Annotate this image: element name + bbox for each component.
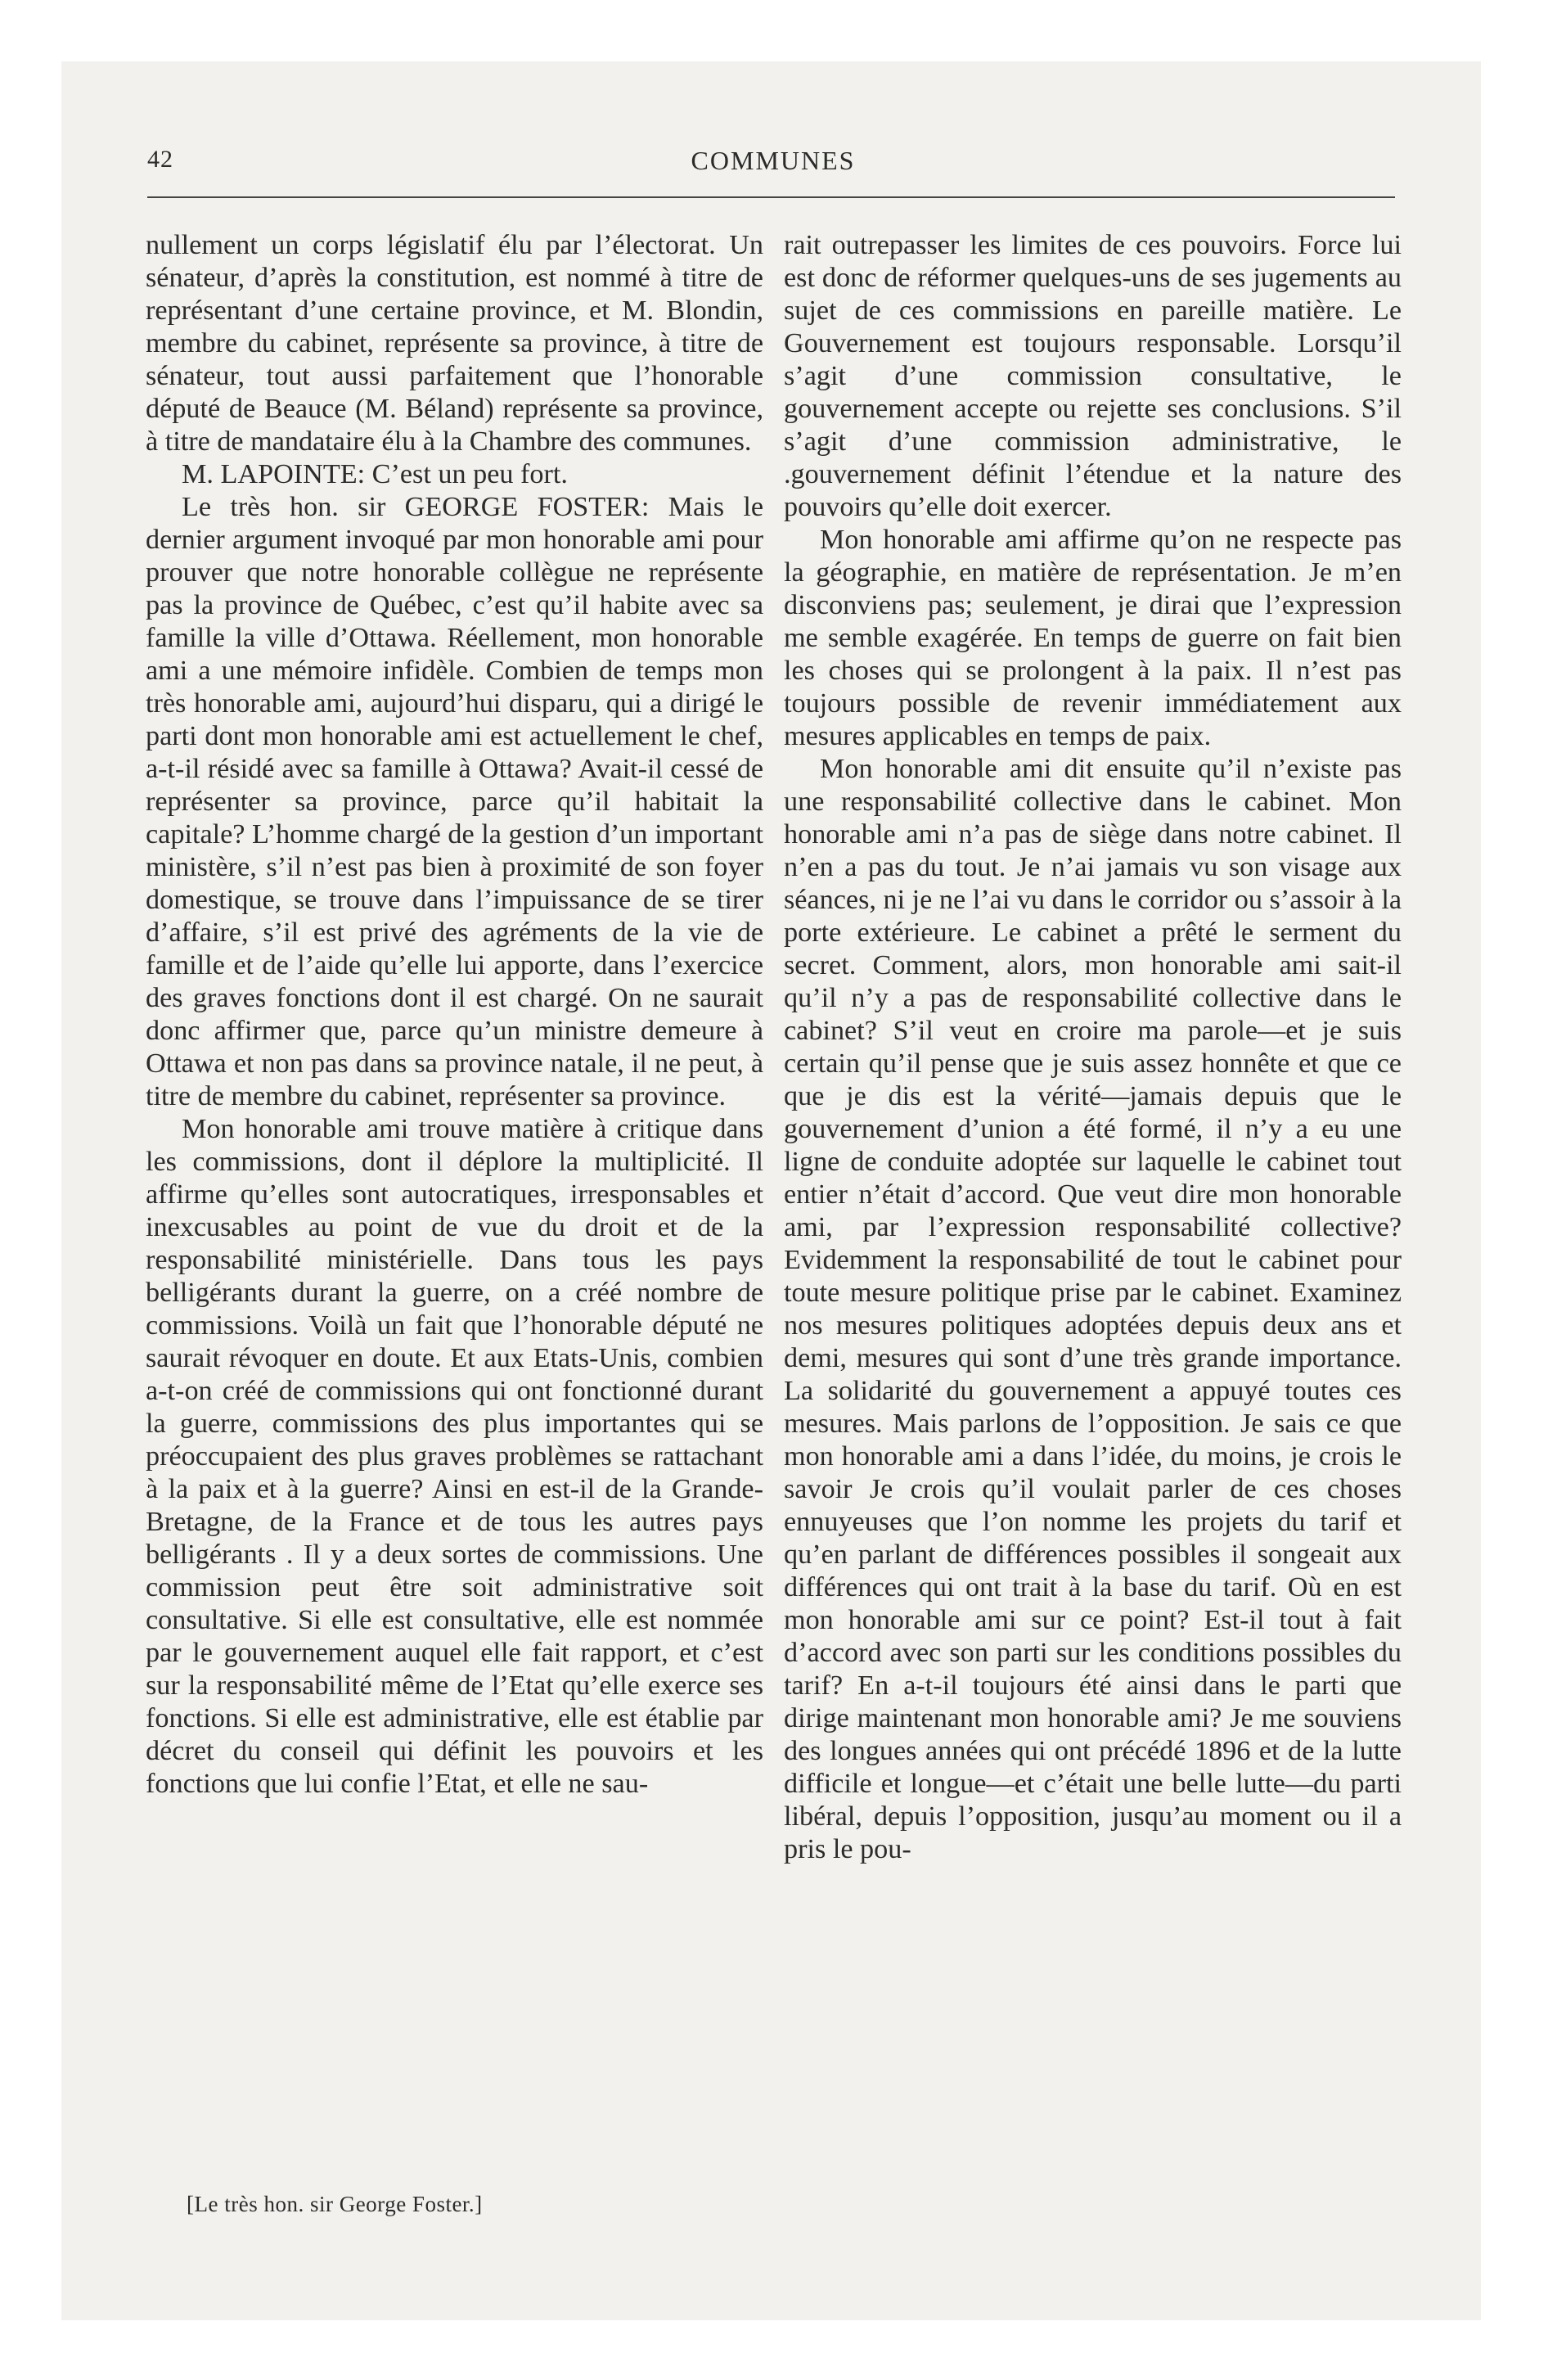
paragraph: nullement un corps législatif élu par l’électorat. Un sénateur, d’après la constitution, est nommé à titre de représentant d’une certaine province, et M. Blondin, membre du cabinet, représente sa province, à titre de sénateur, tout aussi parfaitement que l’honorable député de Beauce (M. Béland) représente sa province, à titre de mandataire élu à la Chambre des communes. [146, 230, 763, 457]
paragraph: Mon honorable ami affirme qu’on ne respecte pas la géographie, en matière de représentation. Je m’en disconviens pas; seulement, je dirai que l’expression me semble exagérée. En temps de guerre on fait bien les choses qui se prolongent à la paix. Il n’est pas toujours possible de revenir immédiatement aux mesures applicables en temps de paix. [784, 525, 1402, 751]
paragraph: rait outrepasser les limites de ces pouvoirs. Force lui est donc de réformer quelques-uns de ses jugements au sujet de ces commissions en pareille matière. Le Gouvernement est toujours responsable. Lorsqu’il s’agit d’une commission consultative, le gouvernement accepte ou rejette ses conclusions. S’il s’agit d’une commission administrative, le .gouvernement définit l’étendue et la nature des pouvoirs qu’elle doit exercer. [784, 230, 1402, 522]
paragraph: Mon honorable ami dit ensuite qu’il n’existe pas une responsabilité collective dans le cabinet. Mon honorable ami n’a pas de siège dans notre cabinet. Il n’en a pas du tout. Je n’ai jamais vu son visage aux séances, ni je ne l’ai vu dans le corridor ou s’assoir à la porte extérieure. Le cabinet a prêté le serment du secret. Comment, alors, mon honorable ami sait-il qu’il n’y a pas de responsabilité collective dans le cabinet? S’il veut en croire ma parole—et je suis certain qu’il pense que je suis assez honnête et que ce que je dis est la vérité—jamais depuis que le gouvernement d’union a été formé, il n’y a eu une ligne de conduite adoptée sur laquelle le cabinet tout entier n’était d’accord. Que veut dire mon honorable ami, par l’expression responsabilité collective? Evidemment la responsabilité de tout le cabinet pour toute mesure politique prise par le cabinet. Examinez nos mesures politiques adoptées depuis deux ans et demi, mesures qui sont d’une très grande importance. La solidarité du gouvernement a appuyé toutes ces mesures. Mais parlons de l’opposition. Je sais ce que mon honorable ami a dans l’idée, du moins, je crois le savoir Je crois qu’il voulait parler de ces choses ennuyeuses que l’on nomme les projets du tarif et qu’en parlant de différences possibles il songeait aux différences qui ont trait à la base du tarif. Où en est mon honorable ami sur ce point? Est-il tout à fait d’accord avec son parti sur les conditions possibles du tarif? En a-t-il toujours été ainsi dans le parti que dirige maintenant mon honorable ami? Je me souviens des longues années qui ont précédé 1896 et de la lutte difficile et longue—et c’était une belle lutte—du parti libéral, depuis l’opposition, jusqu’au moment ou il a pris le pou- [784, 754, 1402, 1864]
paragraph: M. LAPOINTE: C’est un peu fort. [182, 459, 568, 489]
left-column [146, 229, 763, 1801]
speaker-footer: [Le très hon. sir George Foster.] [187, 2192, 483, 2216]
paragraph: Le très hon. sir GEORGE FOSTER: Mais le dernier argument invoqué par mon honorable ami pour prouver que notre honorable collègue ne représente pas la province de Québec, c’est qu’il habite avec sa famille la ville d’Ottawa. Réellement, mon honorable ami a une mémoire infidèle. Combien de temps mon très honorable ami, aujourd’hui disparu, qui a dirigé le parti dont mon honorable ami est actuellement le chef, a-t-il résidé avec sa famille à Ottawa? Avait-il cessé de représenter sa province, parce qu’il habitait la capitale? L’homme chargé de la gestion d’un important ministère, s’il n’est pas bien à proximité de son foyer domestique, se trouve dans l’impuissance de se tirer d’affaire, s’il est privé des agréments de la vie de famille et de l’aide qu’elle lui apporte, dans l’exercice des graves fonctions dont il est chargé. On ne saurait donc affirmer que, parce qu’un ministre demeure à Ottawa et non pas dans sa province natale, il ne peut, à titre de membre du cabinet, représenter sa province. [146, 492, 763, 1111]
running-title: COMMUNES [691, 146, 856, 175]
paragraph: Mon honorable ami trouve matière à critique dans les commissions, dont il déplore la multiplicité. Il affirme qu’elles sont autocratiques, irresponsables et inexcusables au point de vue du droit et de la responsabilité ministérielle. Dans tous les pays belligérants durant la guerre, on a créé nombre de commissions. Voilà un fait que l’honorable député ne saurait révoquer en doute. Et aux Etats-Unis, combien a-t-on créé de commissions qui ont fonctionné durant la guerre, commissions des plus importantes qui se préoccupaient des plus graves problèmes se rattachant à la paix et à la guerre? Ainsi en est-il de la Grande-Bretagne, de la France et de tous les autres pays belligérants . Il y a deux sortes de commissions. Une commission peut être soit administrative soit consultative. Si elle est consultative, elle est nommée par le gouvernement auquel elle fait rapport, et c’est sur la responsabilité même de l’Etat qu’elle exerce ses fonctions. Si elle est administrative, elle est établie par décret du conseil qui définit les pouvoirs et les fonctions que lui confie l’Etat, et elle ne sau- [146, 1114, 763, 1799]
page-number: 42 [147, 146, 173, 173]
header-rule [147, 196, 1395, 198]
right-column [784, 229, 1402, 1866]
page-header [147, 146, 1399, 187]
